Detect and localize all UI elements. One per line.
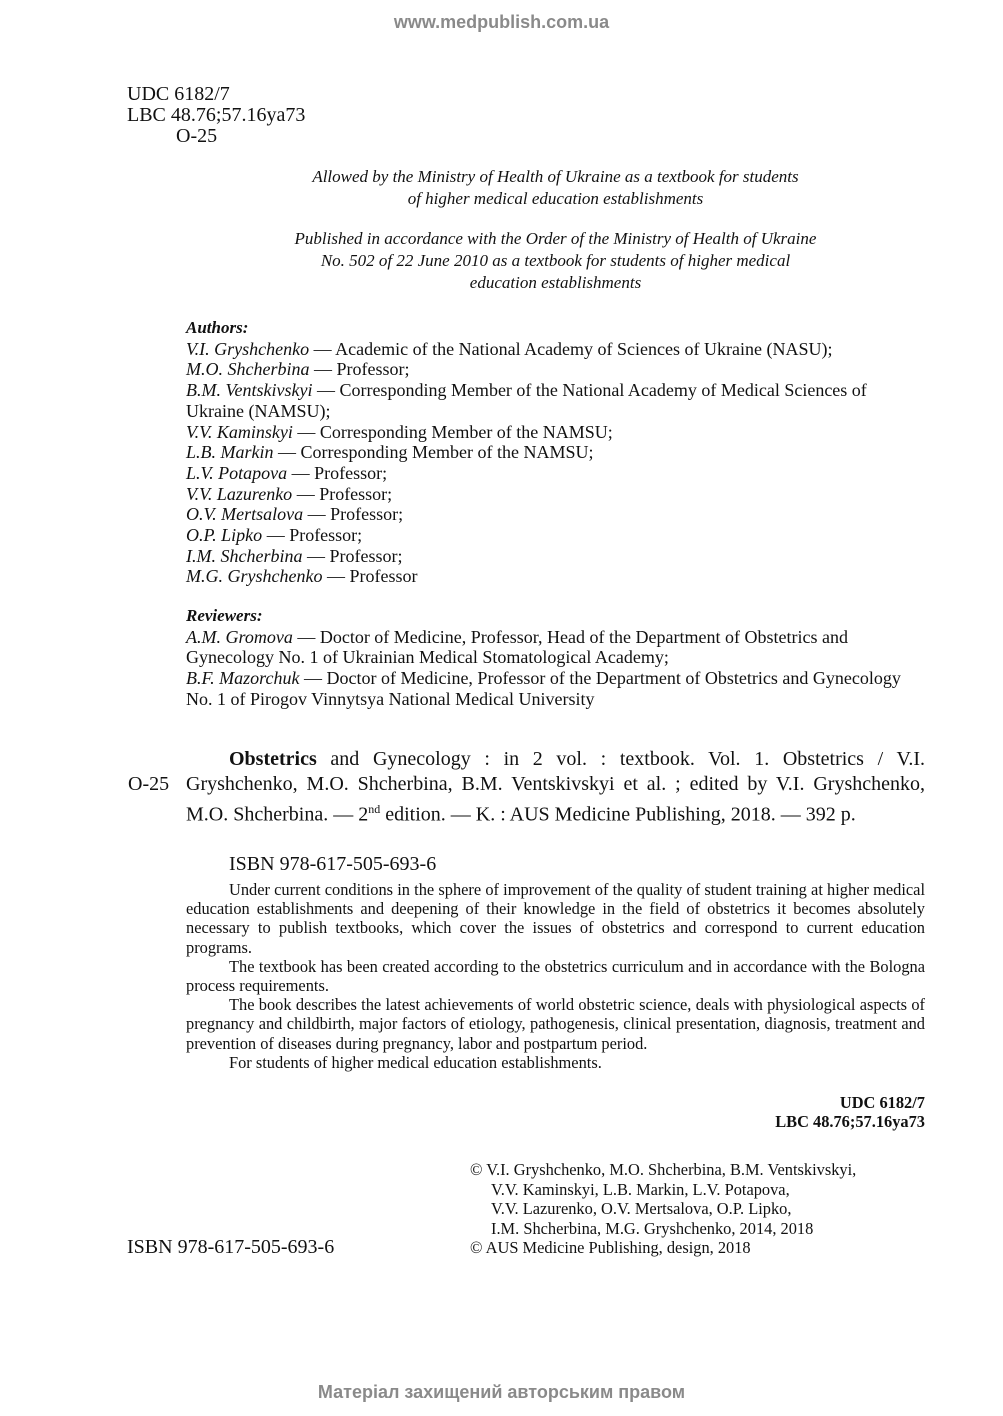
catalog-codes bbox=[127, 84, 305, 147]
author-name: B.M. Ventskivskyi bbox=[186, 380, 313, 401]
lbc-code: LBC 48.76;57.16ya73 bbox=[127, 104, 306, 126]
author bbox=[186, 380, 925, 421]
order-line: education establishments bbox=[469, 273, 642, 292]
author-role: — Professor; bbox=[292, 483, 393, 504]
bibliographic-record bbox=[128, 747, 925, 828]
author-name: M.G. Gryshchenko bbox=[186, 566, 323, 587]
annotation-paragraph: For students of higher medical education establishments. bbox=[229, 1052, 602, 1072]
copyright-line: V.V. Kaminskyi, L.B. Markin, L.V. Potapova, bbox=[491, 1179, 790, 1199]
biblio-text: and Gynecology : in 2 vol. : textbook. Vol. 1. Obstetrics / V.I. Gryshchenko, M.O. Shcherbina, B.M. Ventskivskyi et al. ; edited by V.I. Gryshchenko, M.O. Shcherbina. — 2 bbox=[186, 748, 925, 826]
author bbox=[186, 339, 925, 360]
author-role: — Professor; bbox=[309, 359, 410, 380]
reviewer-name: B.F. Mazorchuk bbox=[186, 668, 300, 689]
copyright-line: I.M. Shcherbina, M.G. Gryshchenko, 2014, 2018 bbox=[491, 1218, 814, 1238]
isbn-record: ISBN 978-617-505-693-6 bbox=[229, 853, 437, 875]
approval-line: Allowed by the Ministry of Health of Ukraine as a textbook for students bbox=[312, 167, 799, 186]
order-line: No. 502 of 22 June 2010 as a textbook for students of higher medical bbox=[320, 251, 791, 270]
reviewer-role: — Doctor of Medicine, Professor of the Department of Obstetrics and Gynecology No. 1 of Pirogov Vinnytsya National Medical University bbox=[186, 668, 901, 709]
author-name: I.M. Shcherbina bbox=[186, 545, 303, 566]
reviewers-section bbox=[186, 606, 925, 710]
copyright-line: V.V. Lazurenko, O.V. Mertsalova, O.P. Lipko, bbox=[491, 1199, 792, 1218]
author-name: V.V. Lazurenko bbox=[186, 483, 293, 504]
copyright-line: © V.I. Gryshchenko, M.O. Shcherbina, B.M. Ventskivskyi, bbox=[470, 1160, 857, 1179]
reviewer bbox=[186, 668, 925, 709]
udc-code: UDC 6182/7 bbox=[127, 83, 230, 105]
author-role: — Corresponding Member of the NAMSU; bbox=[273, 442, 594, 463]
copyright-block bbox=[470, 1160, 856, 1258]
order-line: Published in accordance with the Order of the Ministry of Health of Ukraine bbox=[294, 229, 817, 248]
biblio-text-end: edition. — K. : AUS Medicine Publishing, 2018. — 392 p. bbox=[380, 803, 856, 826]
author-name: L.B. Markin bbox=[186, 442, 274, 463]
author-name: V.I. Gryshchenko bbox=[186, 338, 310, 359]
author-role: — Professor; bbox=[262, 525, 363, 546]
author-role: — Professor; bbox=[303, 504, 404, 525]
author-role: — Corresponding Member of the National Academy of Medical Sciences of Ukraine (NAMSU); bbox=[186, 380, 867, 421]
annotation bbox=[186, 880, 925, 1072]
copyright-notice-watermark: Матеріал захищений авторським правом bbox=[317, 1382, 686, 1402]
authors-list bbox=[186, 339, 925, 587]
author bbox=[186, 359, 925, 380]
author-mark: O-25 bbox=[176, 125, 218, 147]
udc-code-right: UDC 6182/7 bbox=[839, 1093, 925, 1112]
author-role: — Professor; bbox=[302, 545, 403, 566]
reviewers-list bbox=[186, 627, 925, 710]
lbc-code-right: LBC 48.76;57.16ya73 bbox=[775, 1112, 925, 1131]
author bbox=[186, 525, 925, 546]
isbn-bottom: ISBN 978-617-505-693-6 bbox=[127, 1236, 335, 1258]
author bbox=[186, 463, 925, 484]
ministry-approval bbox=[186, 166, 925, 210]
classification-codes-right bbox=[775, 1093, 925, 1131]
annotation-paragraph: The book describes the latest achievements of world obstetric science, deals with physiological aspects of pregnancy and childbirth, major factors of etiology, pathogenesis, clinical presentation, diagnosis, treatment and prevention of diseases during pregnancy, labor and postpartum period. bbox=[186, 995, 925, 1053]
biblio-title-bold: Obstetrics bbox=[229, 748, 317, 770]
approval-line: of higher medical education establishments bbox=[407, 189, 704, 208]
author bbox=[186, 442, 925, 463]
site-watermark: www.medpublish.com.ua bbox=[393, 12, 610, 32]
authors-heading: Authors: bbox=[186, 318, 249, 337]
author-role: — Professor bbox=[322, 566, 418, 587]
reviewer bbox=[186, 627, 925, 668]
author-name: M.O. Shcherbina bbox=[186, 359, 310, 380]
annotation-paragraph: Under current conditions in the sphere of improvement of the quality of student training at higher medical education establishments and deepening of their knowledge in the field of obstetrics it becomes absolutely necessary to publish textbooks, which cover the issues of obstetrics and correspond to current education programs. bbox=[186, 880, 925, 957]
author-role: — Corresponding Member of the NAMSU; bbox=[292, 421, 613, 442]
reviewer-role: — Doctor of Medicine, Professor, Head of the Department of Obstetrics and Gynecology No. 1 of Ukrainian Medical Stomatological Academy; bbox=[186, 626, 848, 668]
author-name: O.P. Lipko bbox=[186, 525, 263, 546]
copyright-line: © AUS Medicine Publishing, design, 2018 bbox=[470, 1238, 751, 1257]
author-role: — Academic of the National Academy of Sciences of Ukraine (NASU); bbox=[309, 338, 833, 359]
author bbox=[186, 566, 925, 587]
publication-order bbox=[186, 228, 925, 294]
annotation-paragraph: The textbook has been created according to the obstetrics curriculum and in accordance with the Bologna process requirements. bbox=[186, 956, 925, 996]
reviewer-name: A.M. Gromova bbox=[186, 626, 293, 647]
author-name: O.V. Mertsalova bbox=[186, 504, 304, 525]
author bbox=[186, 422, 925, 443]
author-mark-margin: O-25 bbox=[128, 773, 170, 795]
biblio-description bbox=[186, 747, 925, 828]
author-name: V.V. Kaminskyi bbox=[186, 421, 293, 442]
author bbox=[186, 504, 925, 525]
author-name: L.V. Potapova bbox=[186, 462, 288, 483]
biblio-sup: nd bbox=[368, 802, 381, 816]
author-role: — Professor; bbox=[287, 462, 388, 483]
reviewers-heading: Reviewers: bbox=[186, 606, 263, 625]
author bbox=[186, 546, 925, 567]
author bbox=[186, 484, 925, 505]
authors-section bbox=[186, 318, 925, 587]
